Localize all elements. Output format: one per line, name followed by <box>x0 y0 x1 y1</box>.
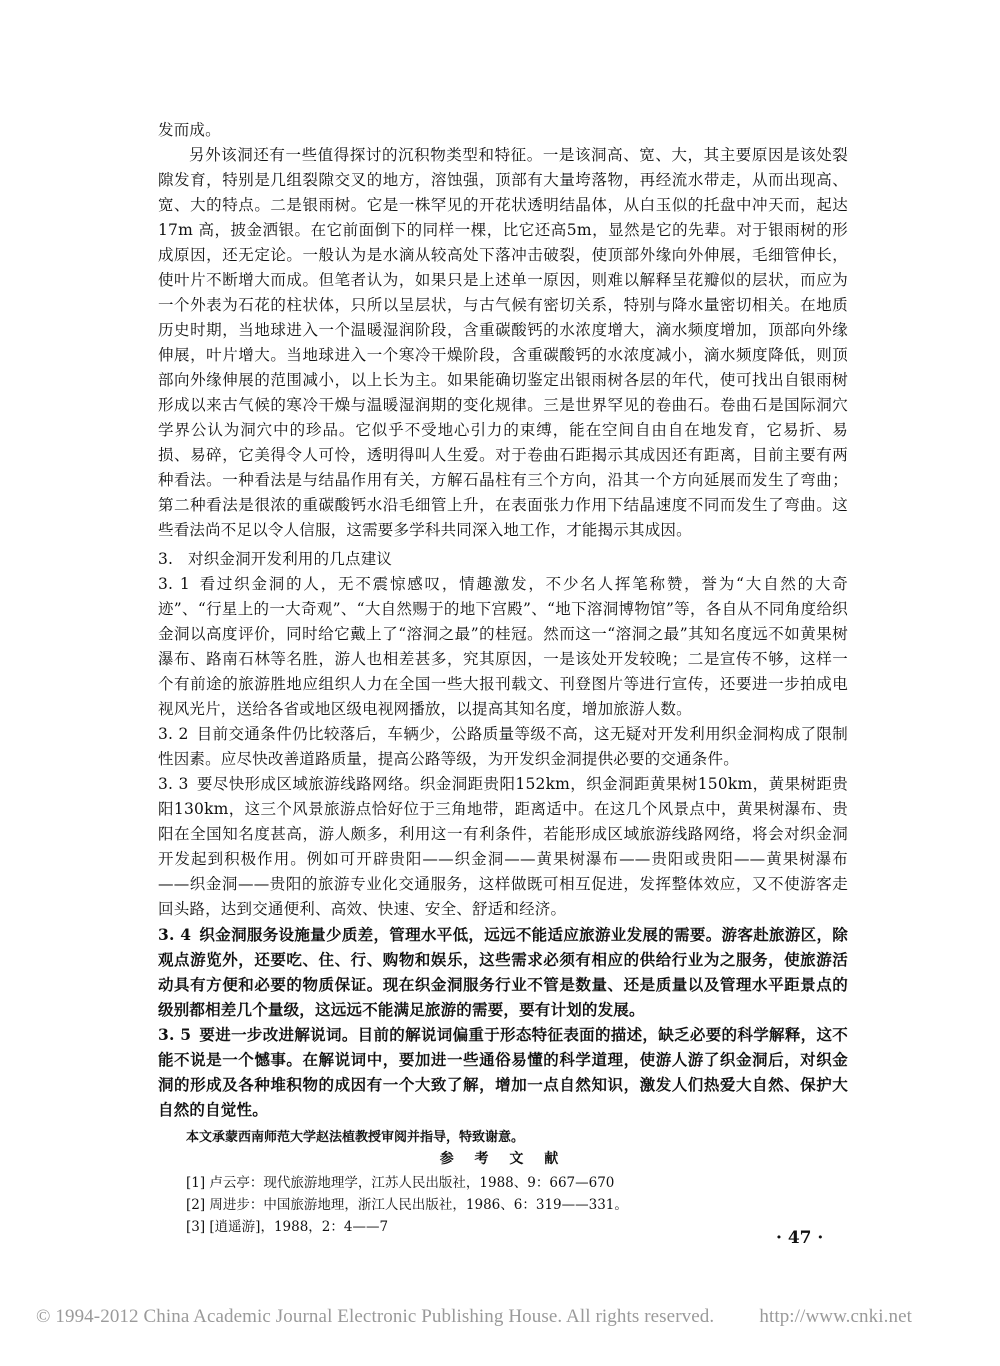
item-number: 3. 1 <box>158 575 190 593</box>
reference-item: [3] [逍遥游]，1988，2：4——7 <box>186 1219 389 1235</box>
references-title: 参 考 文 献 <box>439 1151 567 1167</box>
cnki-link[interactable]: http://www.cnki.net <box>759 1306 912 1327</box>
item-number: 3. 5 <box>158 1025 192 1044</box>
acknowledgement: 本文承蒙西南师范大学赵法植教授审阅并指导，特致谢意。 <box>186 1130 525 1145</box>
paragraph-sediments: 另外该洞还有一些值得探讨的沉积物类型和特征。一是该洞高、宽、大，其主要原因是该处裂隙发育，特别是几组裂隙交叉的地方，溶蚀强，顶部有大量垮落物，再经流水带走，从而出现高、宽、大的特点。二是银雨树。它是一株罕见的开花状透明结晶体，从白玉似的托盘中冲天而，起达17m 高，披金洒银。在它前面倒下的同样一棵，比它还高5m，显然是它的先辈。对于银雨树的形成原因，还无定论。一般认为是水滴从较高处下落冲击破裂，使顶部外缘向外伸展，毛细管伸长，使叶片不断增大而成。但笔者认为，如果只是上述单一原因，则难以解释呈花瓣似的层状，而应为一个外表为石花的柱状体，只所以呈层状，与古气候有密切关系，特别与降水量密切相关。在地质历史时期，当地球进入一个温暖湿润阶段，含重碳酸钙的水浓度增大，滴水频度增加，顶部向外缘伸展，叶片增大。当地球进入一个寒冷干燥阶段，含重碳酸钙的水浓度减小，滴水频度降低，则顶部向外缘伸展的范围减小，以上长为主。如果能确切鉴定出银雨树各层的年代，使可找出自银雨树形成以来古气候的寒冷干燥与温暖湿润期的变化规律。三是世界罕见的卷曲石。卷曲石是国际洞穴学界公认为洞穴中的珍品。它似乎不受地心引力的束缚，能在空间自由自在地发育，它易折、易损、易碎，它美得令人可怜，透明得叫人生爱。对于卷曲石距揭示其成因还有距离，目前主要有两种看法。一种看法是与结晶作用有关，方解石晶柱有三个方向，沿其一个方向延展而发生了弯曲；第二种看法是很浓的重碳酸钙水沿毛细管上升，在表面张力作用下结晶速度不同而发生了弯曲。这些看法尚不足以令人信服，这需要多学科共同深入地工作，才能揭示其成因。 <box>158 146 848 539</box>
list-item <box>158 722 848 772</box>
list-item <box>158 572 848 722</box>
list-item <box>158 772 848 922</box>
article-body <box>158 118 848 1238</box>
item-text: 要尽快形成区域旅游线路网络。织金洞距贵阳152km，织金洞距黄果树150km，黄果树距贵阳130km，这三个风景旅游点恰好位于三角地带，距离适中。在这几个风景点中，黄果树瀑布、贵阳在全国知名度甚高，游人颇多，利用这一有利条件，若能形成区域旅游线路网络，将会对织金洞开发起到积极作用。例如可开辟贵阳——织金洞——黄果树瀑布——贵阳或贵阳——黄果树瀑布——织金洞——贵阳的旅游专业化交通服务，这样做既可相互促进，发挥整体效应，又不使游客走回头路，达到交通便利、高效、快速、安全、舒适和经济。 <box>158 775 848 918</box>
list-item <box>158 1022 848 1122</box>
item-text: 看过织金洞的人，无不震惊感叹，情趣激发，不少名人挥笔称赞，誉为“大自然的大奇迹”、“行星上的一大奇观”、“大自然赐于的地下宫殿”、“地下溶洞博物馆”等，各自从不同角度给织金洞以高度评价，同时给它戴上了“溶洞之最”的桂冠。然而这一“溶洞之最”其知名度远不如黄果树瀑布、路南石林等名胜，游人也相差甚多，究其原因，一是该处开发较晚；二是宣传不够，这样一个有前途的旅游胜地应组织人力在全国一些大报刊载文、刊登图片等进行宣传，还要进一步拍成电视风光片，送给各省或地区级电视网播放，以提高其知名度，增加旅游人数。 <box>158 575 848 718</box>
item-text: 目前交通条件仍比较落后，车辆少，公路质量等级不高，这无疑对开发利用织金洞构成了限制性因素。应尽快改善道路质量，提高公路等级，为开发织金洞提供必要的交通条件。 <box>158 725 848 768</box>
section-title: 对织金洞开发利用的几点建议 <box>188 550 393 568</box>
item-number: 3. 3 <box>158 775 189 793</box>
item-number: 3. 2 <box>158 725 189 743</box>
page-number: · 47 · <box>776 1228 824 1248</box>
item-text: 要进一步改进解说词。目前的解说词偏重于形态特征表面的描述，缺乏必要的科学解释，这不能不说是一个憾事。在解说词中，要加进一些通俗易懂的科学道理，使游人游了织金洞后，对织金洞的形成及各种堆积物的成因有一个大致了解，增加一点自然知识，激发人们热爱大自然、保护大自然的自觉性。 <box>158 1025 849 1119</box>
section-number: 3. <box>158 550 174 568</box>
reference-item: [1] 卢云亭：现代旅游地理学，江苏人民出版社，1988、9：667—670 <box>186 1175 615 1191</box>
paragraph-continuation: 发而成。 <box>158 121 221 139</box>
copyright-footer <box>36 1306 976 1328</box>
item-text: 织金洞服务设施量少质差，管理水平低，远远不能适应旅游业发展的需要。游客赴旅游区，除观点游览外，还要吃、住、行、购物和娱乐，这些需求必须有相应的供给行业为之服务，使旅游活动具有方便和必要的物质保证。现在织金洞服务行业不管是数量、还是质量以及管理水平距景点的级别都相差几个量级，这远远不能满足旅游的需要，要有计划的发展。 <box>158 925 849 1019</box>
item-number: 3. 4 <box>158 925 192 944</box>
reference-list <box>186 1172 848 1238</box>
reference-item: [2] 周进步：中国旅游地理，浙江人民出版社，1986、6：319——331。 <box>186 1197 628 1213</box>
copyright-text: © 1994-2012 China Academic Journal Electronic Publishing House. All rights reserved. <box>36 1306 715 1327</box>
section-heading <box>158 547 848 572</box>
list-item <box>158 922 848 1022</box>
